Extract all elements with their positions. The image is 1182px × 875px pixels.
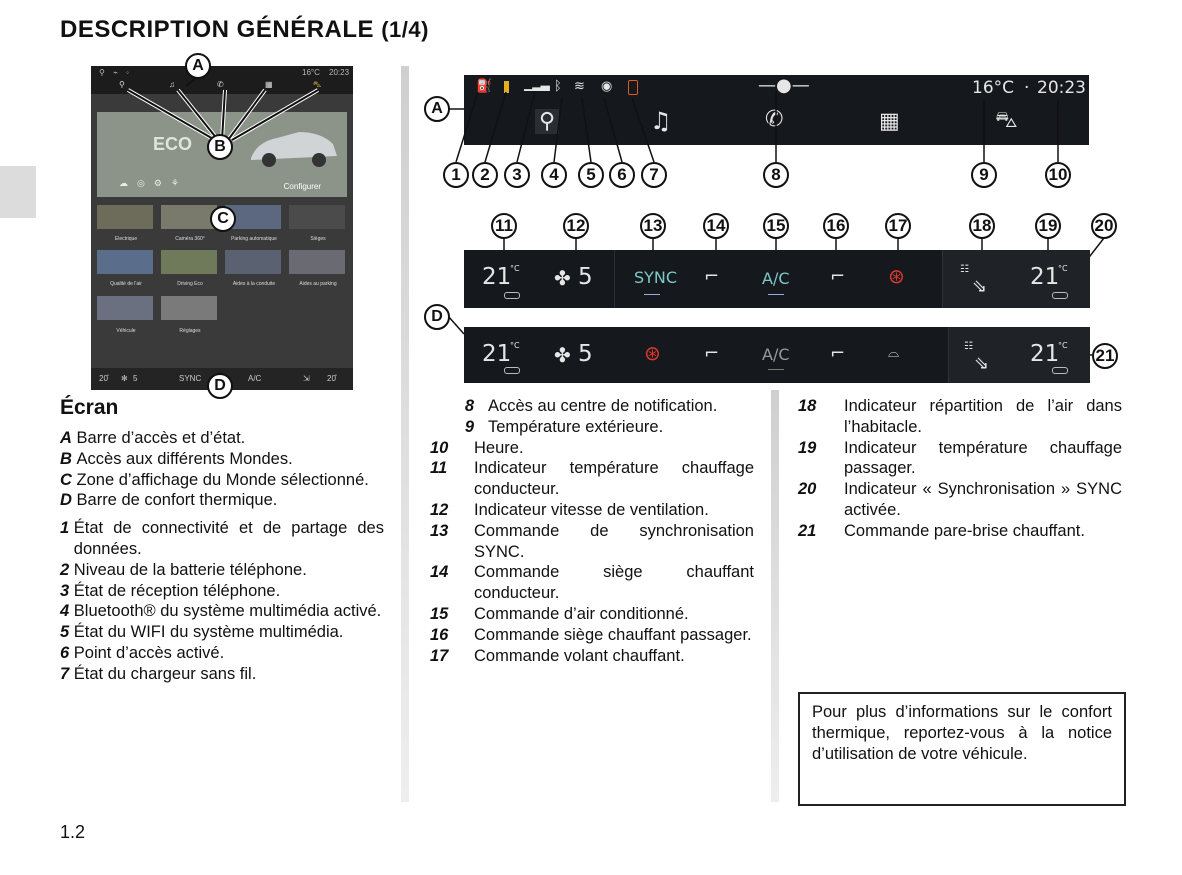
connectivity-icon: ⛽ [476, 79, 493, 94]
sync-button[interactable]: SYNC [634, 268, 678, 287]
title-text: DESCRIPTION GÉNÉRALE [60, 16, 375, 43]
passenger-seat-heat-icon[interactable]: ⌐ [830, 266, 846, 287]
outside-temp: 16°C [972, 78, 1015, 98]
callout-7: 7 [641, 162, 667, 188]
list-item [430, 604, 754, 625]
driver-seat-heat-icon[interactable]: ⌐ [704, 343, 720, 364]
screen-fan-speed: 5 [133, 374, 138, 383]
item-key: 7 [60, 664, 70, 683]
item-text: Heure. [474, 438, 524, 457]
list-item [430, 458, 754, 500]
callout-14: 14 [703, 213, 729, 239]
list-item [430, 396, 754, 417]
tile-label: Aides à la conduite [232, 281, 276, 287]
item-key: D [60, 491, 72, 510]
callout-8: 8 [763, 162, 789, 188]
passenger-sync-link-icon [1052, 367, 1068, 374]
callout-d-left: D [207, 373, 233, 399]
tile-label: Electrique [114, 236, 138, 242]
screen-airflow-icon: ⇲ [303, 374, 310, 383]
ac-indicator [768, 294, 784, 295]
item-key: 1 [60, 519, 70, 538]
airflow-distribution-icon: ⇘ [974, 353, 990, 374]
screen-temp: 16°C [302, 68, 320, 77]
item-key: 12 [430, 500, 449, 519]
tile-label: Aides au parking [299, 281, 337, 287]
callout-4: 4 [541, 162, 567, 188]
callout-12: 12 [563, 213, 589, 239]
item-text: Indicateur vitesse de ventilation. [474, 500, 709, 519]
list-item [798, 521, 1122, 542]
hotspot-icon: ◉ [601, 79, 613, 94]
item-text: Niveau de la batterie téléphone. [73, 560, 307, 579]
item-text: Bluetooth® du système multimédia activé. [73, 602, 382, 621]
navigation-icon[interactable]: ⚲ [535, 109, 559, 134]
item-text: État du chargeur sans fil. [73, 664, 257, 683]
configure-button[interactable]: Configurer [283, 182, 321, 191]
passenger-temp: 21 [1030, 341, 1060, 367]
tile-label: Véhicule [116, 328, 136, 334]
right-list [798, 396, 1122, 542]
callout-21: 21 [1092, 343, 1118, 369]
callout-5: 5 [578, 162, 604, 188]
bluetooth-icon: ᛒ [554, 79, 562, 94]
callout-11: 11 [491, 213, 517, 239]
signal-icon: ▁▂▃ [524, 77, 549, 91]
airflow-mode-icon: ☷ [960, 264, 969, 275]
callout-15: 15 [763, 213, 789, 239]
fan-icon: ✤ [554, 343, 571, 367]
item-key: 3 [60, 581, 70, 600]
callout-13: 13 [640, 213, 666, 239]
tile-label: Parking automatique [231, 236, 277, 242]
title-page-label: (1/4) [381, 17, 429, 42]
sync-indicator [644, 294, 660, 295]
passenger-zone [942, 250, 1090, 308]
wifi-icon: ≋ [574, 79, 585, 94]
item-key: 6 [60, 643, 70, 662]
item-key: 8 [464, 397, 474, 415]
item-key: 16 [430, 625, 449, 644]
climate-bar-1 [464, 250, 1089, 308]
tile-label: Sièges [310, 236, 326, 242]
item-key: 5 [60, 623, 70, 642]
item-text: Commande d’air conditionné. [474, 604, 689, 623]
ac-button[interactable]: A/C [762, 269, 790, 288]
item-text: Indicateur « Synchronisation » SYNC activée. [844, 480, 1122, 519]
list-item [430, 625, 754, 646]
item-text: Commande volant chauffant. [474, 646, 685, 665]
item-key: 4 [60, 602, 70, 621]
phone-icon[interactable]: ✆ [765, 107, 784, 132]
item-text: Commande siège chauffant conducteur. [474, 563, 754, 603]
item-text: Barre d’accès et d’état. [76, 429, 246, 447]
item-key: 15 [430, 604, 449, 623]
apps-grid-icon[interactable]: ▦ [879, 109, 900, 134]
item-text: Commande pare-brise chauffant. [844, 521, 1085, 540]
tile-label: Caméra 360° [175, 236, 205, 242]
callout-1: 1 [443, 162, 469, 188]
item-text: Indicateur température chauffage passager. [844, 438, 1122, 478]
item-text: Indicateur répartition de l’air dans l’habitacle. [844, 397, 1122, 436]
driver-sync-link-icon [504, 367, 520, 374]
item-key: 17 [430, 646, 449, 665]
driver-temp-unit: °C [510, 264, 520, 273]
divider [614, 250, 615, 308]
callout-b: B [207, 134, 233, 160]
climate-bar-2 [464, 327, 1089, 383]
ac-button[interactable]: A/C [762, 345, 790, 364]
passenger-temp-unit: °C [1058, 341, 1068, 350]
item-key: 2 [60, 560, 70, 579]
fan-speed[interactable]: 5 [578, 264, 593, 290]
item-text: Indicateur température chauffage conducteur. [474, 459, 754, 499]
callout-20: 20 [1091, 213, 1117, 239]
item-text: Commande de synchronisation SYNC. [474, 521, 754, 561]
location-icon[interactable]: ⚲ [119, 80, 125, 89]
callout-a-right: A [424, 96, 450, 122]
notification-handle-icon[interactable]: —●— [758, 75, 810, 96]
tile-label: Réglages [179, 328, 201, 334]
list-item [430, 500, 754, 521]
callout-c: C [210, 206, 236, 232]
item-key: C [60, 470, 72, 489]
item-text: Température extérieure. [488, 417, 664, 436]
driver-seat-heat-icon[interactable]: ⌐ [704, 266, 720, 287]
item-key: 9 [464, 417, 474, 436]
item-text: Point d’accès activé. [73, 643, 225, 662]
callout-9: 9 [971, 162, 997, 188]
list-item [430, 417, 754, 438]
item-text: Zone d’affichage du Monde sélectionné. [76, 470, 369, 489]
passenger-temp-unit: °C [1058, 264, 1068, 273]
item-key: 21 [798, 521, 817, 540]
list-item [798, 479, 1122, 521]
list-item [430, 646, 754, 667]
eco-label: ECO [153, 134, 193, 154]
list-item [430, 521, 754, 563]
fan-speed[interactable]: 5 [578, 341, 593, 367]
driver-temp: 21 [482, 341, 512, 367]
list-item [430, 438, 754, 459]
screen-sync[interactable]: SYNC [179, 374, 202, 383]
music-icon[interactable]: ♫ [650, 107, 672, 135]
screen-time: 20:23 [329, 68, 350, 77]
vehicle-icon[interactable]: ⛍ [995, 108, 1018, 133]
tile-label: Qualité de l'air [110, 281, 142, 287]
item-key: 14 [430, 563, 449, 582]
list-item [798, 396, 1122, 438]
heated-steering-icon[interactable]: ⊛ [644, 341, 661, 365]
callout-17: 17 [885, 213, 911, 239]
screen-left-temp: 20̊ [99, 374, 108, 383]
callout-2: 2 [472, 162, 498, 188]
callout-16: 16 [823, 213, 849, 239]
item-text: Accès au centre de notification. [488, 397, 718, 415]
passenger-seat-heat-icon[interactable]: ⌐ [830, 343, 846, 364]
list-item [798, 438, 1122, 480]
fan-icon: ✤ [554, 266, 571, 290]
heated-steering-icon[interactable]: ⊛ [888, 264, 905, 288]
driver-temp: 21 [482, 264, 512, 290]
callout-a-left: A [185, 53, 211, 79]
screen-right-temp: 20̊ [327, 374, 336, 383]
section-heading-ecran: Écran [60, 396, 119, 419]
screen-ac[interactable]: A/C [248, 374, 262, 383]
list-item [430, 562, 754, 604]
callout-18: 18 [969, 213, 995, 239]
info-note: Pour plus d’informations sur le confort thermique, reportez-vous à la notice d’utilisation de votre véhicule. [798, 692, 1126, 806]
item-key: A [60, 429, 72, 447]
callout-10: 10 [1045, 162, 1071, 188]
callout-d-right: D [424, 304, 450, 330]
driver-temp-unit: °C [510, 341, 520, 350]
music-icon[interactable]: ♫ [169, 80, 175, 89]
phone-icon[interactable]: ✆ [217, 80, 224, 89]
item-key: 11 [430, 459, 448, 478]
page-number: 1.2 [60, 822, 86, 842]
status-icons: ⚲ ⌁ ◦ [99, 68, 132, 77]
callout-6: 6 [609, 162, 635, 188]
passenger-temp: 21 [1030, 264, 1060, 290]
apps-icon[interactable]: ▦ [265, 80, 273, 89]
tile-label: Driving Eco [177, 281, 203, 287]
airflow-distribution-icon: ⇘ [972, 276, 988, 297]
item-text: État de réception téléphone. [73, 581, 281, 600]
car-icon[interactable]: ⛍ [313, 80, 322, 89]
ac-indicator [768, 369, 784, 370]
airflow-mode-icon: ☷ [964, 341, 973, 352]
item-text: Commande siège chauffant passager. [474, 625, 752, 644]
panel-icons: ☁◎⚙⚘ [119, 178, 188, 188]
heated-windscreen-icon[interactable]: ⌓ [888, 345, 900, 361]
item-key: 18 [798, 397, 817, 415]
item-text: Accès aux différents Mondes. [76, 449, 293, 468]
callout-3: 3 [504, 162, 530, 188]
item-key: 13 [430, 521, 449, 540]
item-text: État du WIFI du système multimédia. [73, 623, 344, 642]
item-key: 19 [798, 438, 817, 457]
temp-time-separator: · [1024, 78, 1030, 98]
item-key: 10 [430, 438, 449, 457]
screen-fan-icon: ✻ [121, 374, 128, 383]
item-key: B [60, 449, 72, 468]
item-text: Barre de confort thermique. [76, 491, 278, 510]
driver-sync-link-icon [504, 292, 520, 299]
passenger-sync-link-icon [1052, 292, 1068, 299]
callout-19: 19 [1035, 213, 1061, 239]
middle-list [430, 396, 754, 666]
item-key: 20 [798, 480, 817, 499]
item-text: État de connectivité et de partage des données. [73, 519, 384, 558]
passenger-zone [948, 327, 1090, 383]
clock: 20:23 [1037, 78, 1086, 98]
